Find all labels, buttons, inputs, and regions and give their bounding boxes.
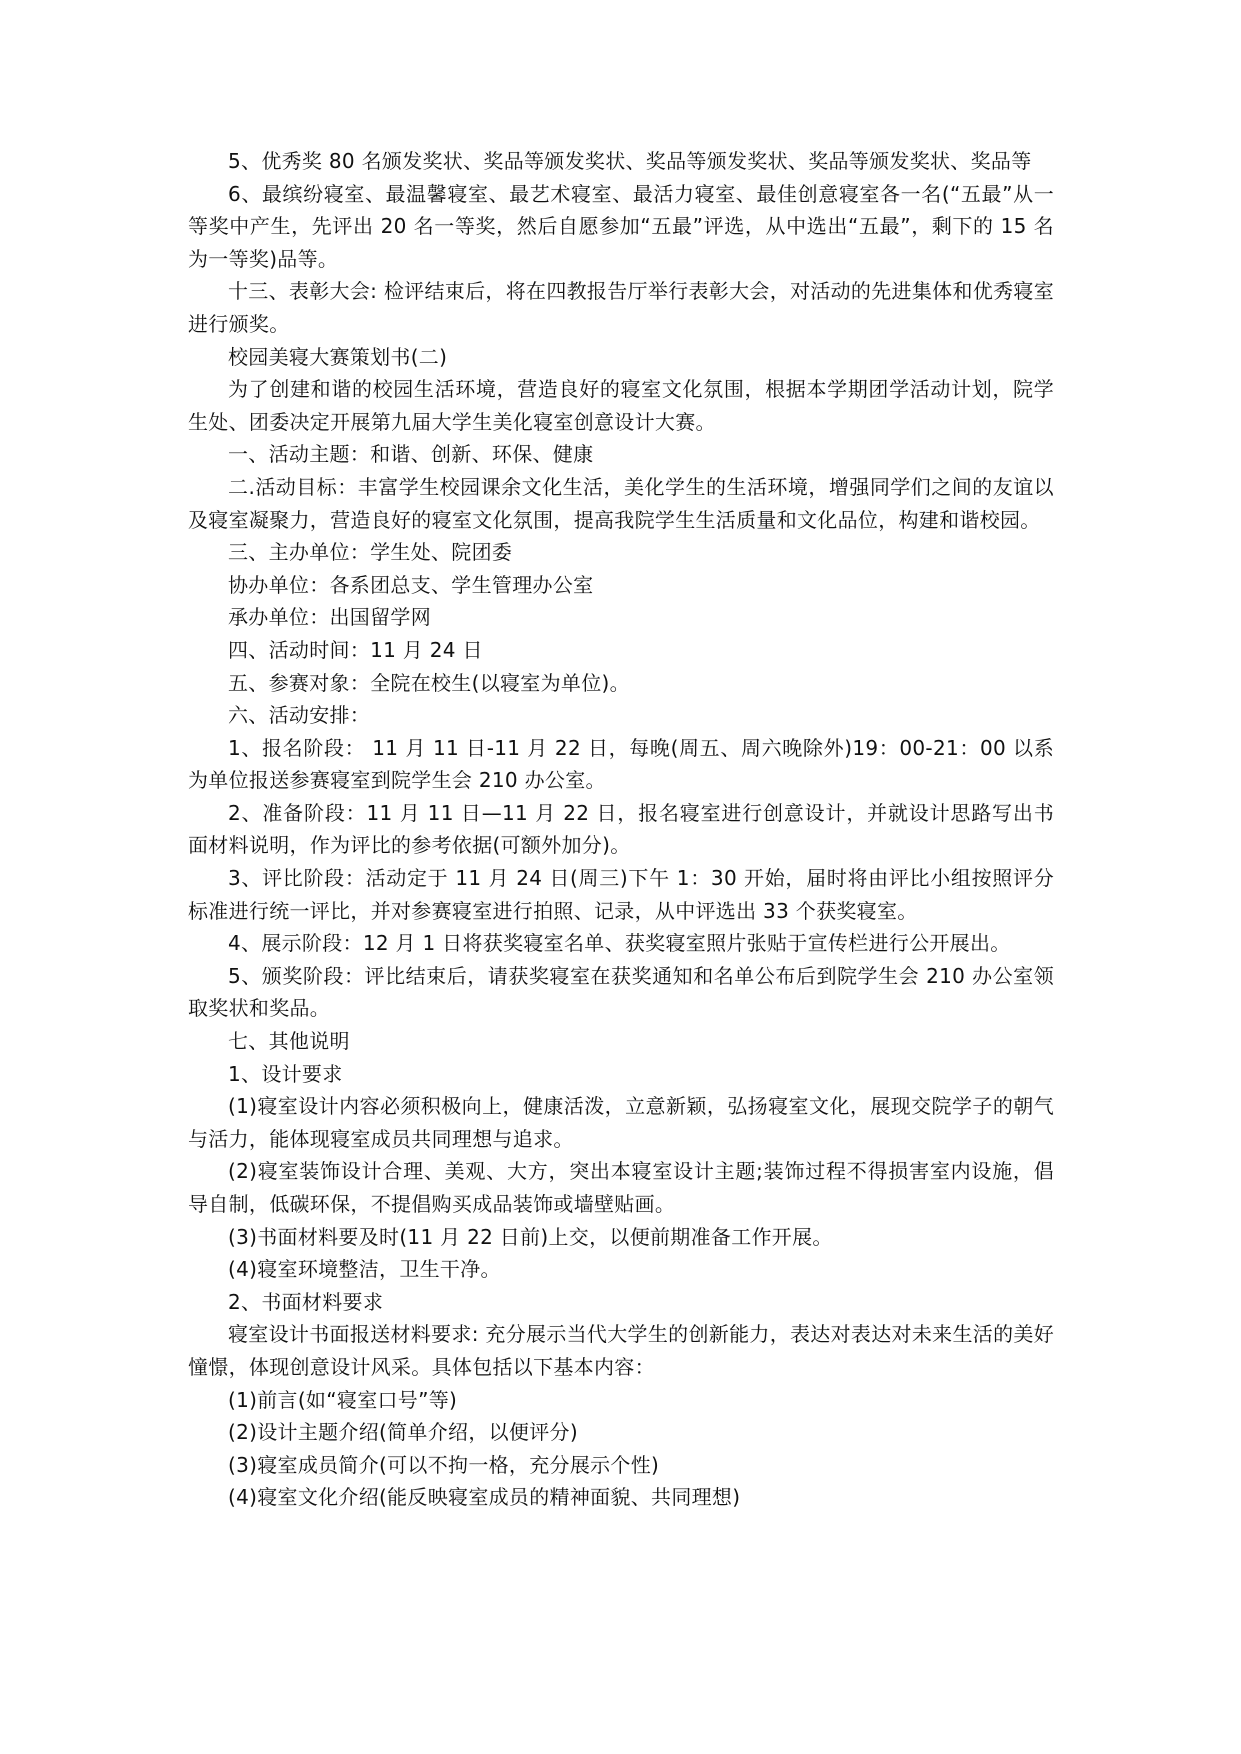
paragraph-other-notes: 七、其他说明: [228, 1029, 350, 1054]
paragraph-item-4: (4)寝室文化介绍(能反映寝室成员的精神面貌、共同理想): [228, 1485, 741, 1510]
paragraph-co-host: 协办单位：各系团总支、学生管理办公室: [228, 572, 594, 597]
document-page: [188, 145, 1054, 1514]
paragraph-organizer: 承办单位：出国留学网: [228, 605, 431, 630]
paragraph-item-1: (1)前言(如“寝室口号”等): [228, 1387, 458, 1412]
paragraph-written-materials-desc: 寝室设计书面报送材料要求: 充分展示当代大学生的创新能力，表达对表达对未来生活的美好憧憬，体现创意设计风采。具体包括以下基本内容：: [188, 1322, 1054, 1379]
paragraph-schedule-heading: 六、活动安排：: [228, 703, 371, 728]
paragraph-evaluation: 3、评比阶段：活动定于 11 月 24 日(周三)下午 1：30 开始，届时将由评比小组按照评分标准进行统一评比，并对参赛寝室进行拍照、记录，从中评选出 33 个获奖寝室。: [188, 866, 1054, 923]
paragraph-item-3: (3)寝室成员简介(可以不拘一格，充分展示个性): [228, 1452, 660, 1477]
paragraph-requirement-2: (2)寝室装饰设计合理、美观、大方，突出本寝室设计主题;装饰过程不得损害室内设施，倡导自制，低碳环保，不提倡购买成品装饰或墙壁贴画。: [188, 1159, 1054, 1216]
paragraph-award-ceremony: 5、颁奖阶段：评比结束后，请获奖寝室在获奖通知和名单公布后到院学生会 210 办公室领取奖状和奖品。: [188, 963, 1054, 1021]
paragraph-host: 三、主办单位：学生处、院团委: [228, 540, 513, 565]
paragraph-theme: 一、活动主题：和谐、创新、环保、健康: [228, 442, 594, 467]
paragraph-requirement-1: (1)寝室设计内容必须积极向上，健康活泼，立意新颖，弘扬寝室文化，展现交院学子的朝气与活力，能体现寝室成员共同理想与追求。: [188, 1094, 1054, 1151]
paragraph-participants: 五、参赛对象：全院在校生(以寝室为单位)。: [228, 670, 630, 695]
paragraph-time: 四、活动时间：11 月 24 日: [228, 637, 483, 662]
paragraph-requirement-3: (3)书面材料要及时(11 月 22 日前)上交，以便前期准备工作开展。: [228, 1224, 833, 1249]
paragraph-intro: 为了创建和谐的校园生活环境，营造良好的寝室文化氛围，根据本学期团学活动计划，院学生处、团委决定开展第九届大学生美化寝室创意设计大赛。: [188, 377, 1054, 434]
paragraph-requirement-4: (4)寝室环境整洁，卫生干净。: [228, 1257, 501, 1282]
paragraph-goal: 二.活动目标：丰富学生校园课余文化生活，美化学生的生活环境，增强同学们之间的友谊以及寝室凝聚力，营造良好的寝室文化氛围，提高我院学生生活质量和文化品位，构建和谐校园。: [188, 474, 1054, 532]
section-title: 校园美寝大赛策划书(二): [228, 344, 448, 369]
paragraph-written-materials: 2、书面材料要求: [228, 1289, 384, 1314]
paragraph-item-2: (2)设计主题介绍(简单介绍，以便评分): [228, 1420, 578, 1445]
paragraph-five-best-rooms: 6、最缤纷寝室、最温馨寝室、最艺术寝室、最活力寝室、最佳创意寝室各一名(“五最”从一等奖中产生，先评出 20 名一等奖，然后自愿参加“五最”评选，从中选出“五最”，剩下的 15 名为一等奖)品等。: [188, 181, 1054, 271]
paragraph-design-requirements: 1、设计要求: [228, 1061, 343, 1086]
paragraph-commendation-meeting: 十三、表彰大会: 检评结束后，将在四教报告厅举行表彰大会，对活动的先进集体和优秀寝室进行颁奖。: [188, 279, 1054, 336]
paragraph-registration: 1、报名阶段： 11 月 11 日-11 月 22 日，每晚(周五、周六晚除外)19：00-21：00 以系为单位报送参赛寝室到院学生会 210 办公室。: [188, 735, 1054, 793]
paragraph-display: 4、展示阶段：12 月 1 日将获奖寝室名单、获奖寝室照片张贴于宣传栏进行公开展出。: [228, 931, 1011, 956]
paragraph-award-excellence: 5、优秀奖 80 名颁发奖状、奖品等颁发奖状、奖品等颁发奖状、奖品等颁发奖状、奖品等: [228, 149, 1032, 173]
paragraph-preparation: 2、准备阶段：11 月 11 日—11 月 22 日，报名寝室进行创意设计，并就设计思路写出书面材料说明，作为评比的参考依据(可额外加分)。: [188, 800, 1054, 858]
